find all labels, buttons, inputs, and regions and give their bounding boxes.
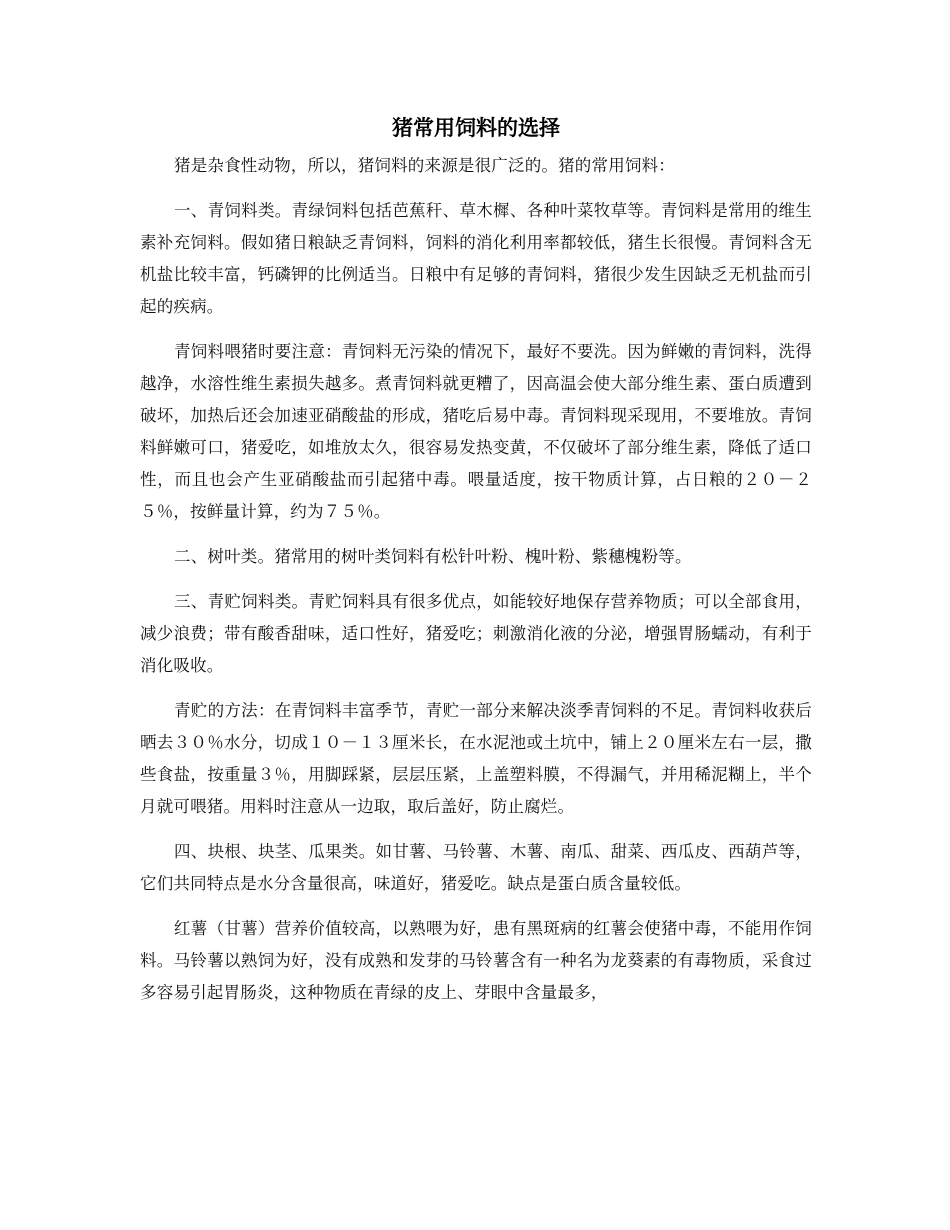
page-title: 猪常用饲料的选择: [392, 116, 560, 140]
paragraph-green-feed: 一、青饲料类。青绿饲料包括芭蕉秆、草木樨、各种叶菜牧草等。青饲料是常用的维生素补充饲料。假如猪日粮缺乏青饲料，饲料的消化利用率都较低，猪生长很慢。青饲料含无机盐比较丰富，钙磷钾的比例适当。日粮中有足够的青饲料，猪很少发生因缺乏无机盐而引起的疾病。: [140, 201, 812, 316]
paragraph-silage-method: 青贮的方法：在青饲料丰富季节，青贮一部分来解决淡季青饲料的不足。青饲料收获后晒去３０％水分，切成１０－１３厘米长，在水泥池或土坑中，铺上２０厘米左右一层，撒些食盐，按重量３％，用脚踩紧，层层压紧，上盖塑料膜，不得漏气，并用稀泥糊上，半个月就可喂猪。用料时注意从一边取，取后盖好，防止腐烂。: [140, 701, 812, 816]
paragraph-intro: 猪是杂食性动物，所以，猪饲料的来源是很广泛的。猪的常用饲料：: [174, 156, 675, 175]
document-body: [140, 112, 812, 1022]
paragraph-green-feed-notes: 青饲料喂猪时要注意：青饲料无污染的情况下，最好不要洗。因为鲜嫩的青饲料，洗得越净，水溶性维生素损失越多。煮青饲料就更糟了，因高温会使大部分维生素、蛋白质遭到破坏，加热后还会加速亚硝酸盐的形成，猪吃后易中毒。青饲料现采现用，不要堆放。青饲料鲜嫩可口，猪爱吃，如堆放太久，很容易发热变黄，不仅破坏了部分维生素，降低了适口性，而且也会产生亚硝酸盐而引起猪中毒。喂量适度，按干物质计算，占日粮的２０－２５％，按鲜量计算，约为７５％。: [140, 342, 812, 521]
paragraph-tree-leaves: 二、树叶类。猪常用的树叶类饲料有松针叶粉、槐叶粉、紫穗槐粉等。: [174, 547, 692, 566]
paragraph-roots-tubers: 四、块根、块茎、瓜果类。如甘薯、马铃薯、木薯、南瓜、甜菜、西瓜皮、西葫芦等，它们共同特点是水分含量很高，味道好，猪爱吃。缺点是蛋白质含量较低。: [140, 842, 812, 893]
paragraph-sweet-potato: 红薯（甘薯）营养价值较高，以熟喂为好，患有黑斑病的红薯会使猪中毒，不能用作饲料。马铃薯以熟饲为好，没有成熟和发芽的马铃薯含有一种名为龙葵素的有毒物质，采食过多容易引起胃肠炎，这种物质在青绿的皮上、芽眼中含量最多，: [140, 919, 812, 1002]
paragraph-silage: 三、青贮饲料类。青贮饲料具有很多优点，如能较好地保存营养物质；可以全部食用，减少浪费；带有酸香甜味，适口性好，猪爱吃；刺激消化液的分泌，增强胃肠蠕动，有利于消化吸收。: [140, 592, 812, 675]
